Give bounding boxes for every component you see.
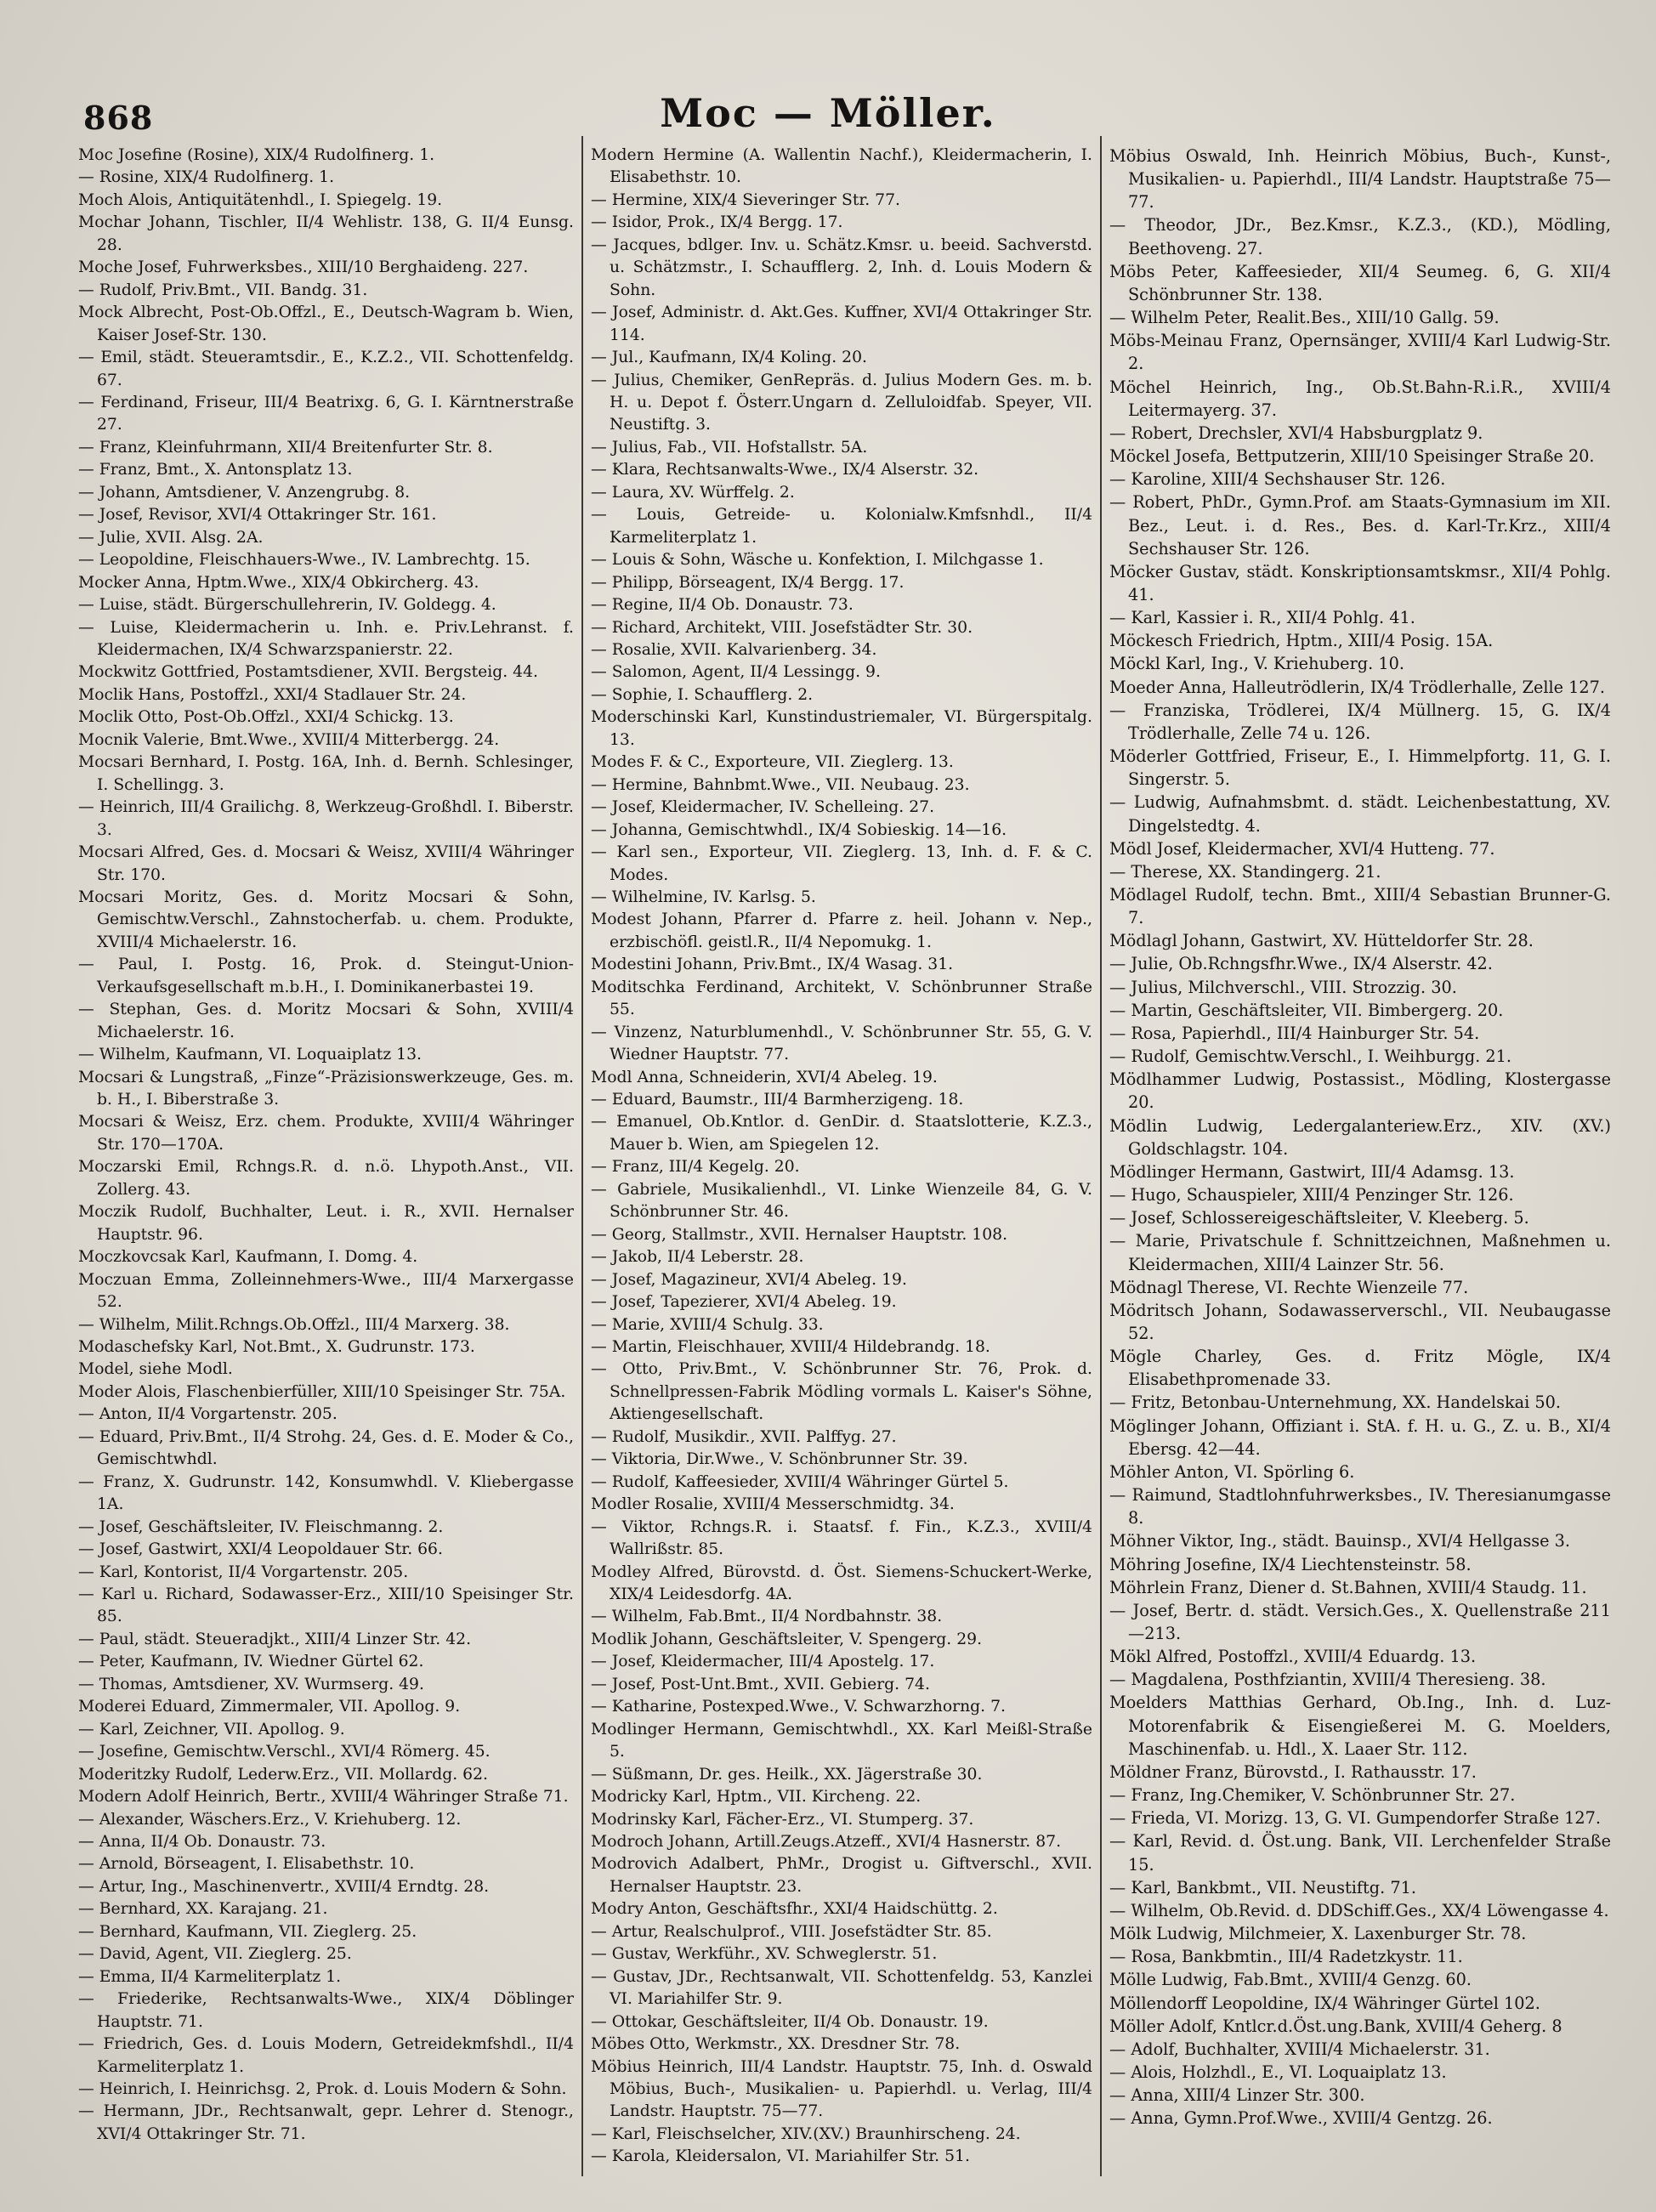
- directory-entry: — Josef, Kleidermacher, III/4 Apostelg. 17.: [591, 1653, 935, 1671]
- directory-entry: — Bernhard, Kaufmann, VII. Zieglerg. 25.: [78, 1922, 417, 1941]
- directory-entry: — Bernhard, XX. Karajang. 21.: [78, 1900, 328, 1919]
- directory-entry: — Theodor, JDr., Bez.Kmsr., K.Z.3., (KD.), Mödling, Beethoveng. 27.: [1109, 215, 1611, 258]
- directory-entry: Modern Hermine (A. Wallentin Nachf.), Kleidermacherin, I. Elisabethstr. 10.: [591, 146, 1092, 187]
- directory-entry: Mödl Josef, Kleidermacher, XVI/4 Hutteng. 77.: [1109, 838, 1495, 859]
- directory-entry: — Frieda, VI. Morizg. 13, G. VI. Gumpendorfer Straße 127.: [1109, 1808, 1601, 1829]
- column-1: [78, 145, 574, 2185]
- directory-entry: — Wilhelm, Kaufmann, VI. Loquaiplatz 13.: [78, 1046, 422, 1064]
- directory-entry: Moczik Rudolf, Buchhalter, Leut. i. R., XVII. Hernalser Hauptstr. 96.: [78, 1203, 574, 1244]
- directory-entry: — Laura, XV. Würffelg. 2.: [591, 483, 795, 502]
- directory-entry: — Philipp, Börseagent, IX/4 Bergg. 17.: [591, 573, 905, 592]
- directory-entry: Modricky Karl, Hptm., VII. Kircheng. 22.: [591, 1788, 922, 1806]
- directory-entry: — Josef, Kleidermacher, IV. Schelleing. 27.: [591, 798, 935, 817]
- directory-entry: — Peter, Kaufmann, IV. Wiedner Gürtel 62.: [78, 1653, 424, 1671]
- directory-entry: Mocnik Valerie, Bmt.Wwe., XVIII/4 Mitterbergg. 24.: [78, 730, 500, 749]
- directory-entry: Moeder Anna, Halleutrödlerin, IX/4 Trödlerhalle, Zelle 127.: [1109, 677, 1606, 697]
- directory-entry: — Marie, Privatschule f. Schnittzeichnen, Maßnehmen u. Kleidermachen, XIII/4 Lainzer Str. 56.: [1109, 1231, 1611, 1274]
- directory-entry: — Wilhelm, Milit.Rchngs.Ob.Offzl., III/4 Marxerg. 38.: [78, 1315, 510, 1334]
- directory-entry: — Ludwig, Aufnahmsbmt. d. städt. Leichenbestattung, XV. Dingelstedtg. 4.: [1109, 792, 1611, 836]
- directory-entry: — Leopoldine, Fleischhauers-Wwe., IV. Lambrechtg. 15.: [78, 551, 530, 570]
- directory-entry: — Salomon, Agent, II/4 Lessingg. 9.: [591, 663, 881, 682]
- directory-entry: Möhrlein Franz, Diener d. St.Bahnen, XVIII/4 Staudg. 11.: [1109, 1577, 1587, 1597]
- directory-entry: — Georg, Stallmstr., XVII. Hernalser Hauptstr. 108.: [591, 1225, 1008, 1244]
- directory-entry: Mochar Johann, Tischler, II/4 Wehlistr. 138, G. II/4 Eunsg. 28.: [78, 213, 574, 254]
- directory-entry: Moclik Hans, Postoffzl., XXI/4 Stadlauer Str. 24.: [78, 685, 467, 704]
- directory-entry: Moderei Eduard, Zimmermaler, VII. Apollog. 9.: [78, 1698, 461, 1716]
- directory-entry: Moderschinski Karl, Kunstindustriemaler, VI. Bürgerspitalg. 13.: [591, 708, 1092, 749]
- directory-entry: — Julie, XVII. Alsg. 2A.: [78, 528, 264, 547]
- directory-entry: Modry Anton, Geschäftsfhr., XXI/4 Haidschüttg. 2.: [591, 1900, 998, 1919]
- directory-entry: — Gabriele, Musikalienhdl., VI. Linke Wienzeile 84, G. V. Schönbrunner Str. 46.: [591, 1180, 1092, 1222]
- directory-entry: — Julius, Fab., VII. Hofstallstr. 5A.: [591, 438, 868, 457]
- directory-entry: Modlinger Hermann, Gemischtwhdl., XX. Karl Meißl-Straße 5.: [591, 1720, 1092, 1761]
- directory-entry: Möglinger Johann, Offiziant i. StA. f. H. u. G., Z. u. B., XI/4 Ebersg. 42—44.: [1109, 1415, 1611, 1459]
- directory-entry: — David, Agent, VII. Zieglerg. 25.: [78, 1945, 352, 1964]
- directory-entry: — Wilhelm, Ob.Revid. d. DDSchiff.Ges., XX/4 Löwengasse 4.: [1109, 1900, 1609, 1920]
- directory-entry: — Louis, Getreide- u. Kolonialw.Kmfsnhdl., II/4 Karmeliterplatz 1.: [591, 506, 1092, 547]
- directory-entry: Modroch Johann, Artill.Zeugs.Atzeff., XVI/4 Hasnerstr. 87.: [591, 1832, 1062, 1851]
- directory-entry: — Rosalie, XVII. Kalvarienberg. 34.: [591, 640, 877, 659]
- directory-entry: — Magdalena, Posthfziantin, XVIII/4 Theresieng. 38.: [1109, 1670, 1546, 1690]
- directory-entry: — Artur, Ing., Maschinenvertr., XVIII/4 Erndtg. 28.: [78, 1877, 490, 1896]
- directory-entry: Möllendorff Leopoldine, IX/4 Währinger Gürtel 102.: [1109, 1993, 1540, 2013]
- directory-entry: — Eduard, Baumstr., III/4 Barmherzigeng. 18.: [591, 1091, 964, 1109]
- directory-entry: — Viktor, Rchngs.R. i. Staatsf. f. Fin., K.Z.3., XVIII/4 Wallrißstr. 85.: [591, 1517, 1092, 1559]
- directory-entry: — Julius, Milchverschl., VIII. Strozzig. 30.: [1109, 977, 1457, 997]
- directory-entry: Mocsari Alfred, Ges. d. Mocsari & Weisz, XVIII/4 Währinger Str. 170.: [78, 843, 574, 884]
- column-rule: [1100, 136, 1102, 2176]
- directory-entry: Modlik Johann, Geschäftsleiter, V. Spengerg. 29.: [591, 1630, 983, 1648]
- page-header: [0, 85, 1656, 145]
- directory-entry: Modern Adolf Heinrich, Bertr., XVIII/4 Währinger Straße 71.: [78, 1788, 569, 1806]
- directory-entry: — Josef, Revisor, XVI/4 Ottakringer Str. 161.: [78, 506, 437, 525]
- directory-entry: — Karola, Kleidersalon, VI. Mariahilfer Str. 51.: [591, 2147, 970, 2166]
- directory-entry: — Katharine, Postexped.Wwe., V. Schwarzhorng. 7.: [591, 1698, 1006, 1716]
- directory-entry: Moczarski Emil, Rchngs.R. d. n.ö. Lhypoth.Anst., VII. Zollerg. 43.: [78, 1158, 574, 1199]
- directory-entry: Mögle Charley, Ges. d. Fritz Mögle, IX/4 Elisabethpromenade 33.: [1109, 1347, 1611, 1390]
- directory-entry: Modrinsky Karl, Fächer-Erz., VI. Stumperg. 37.: [591, 1810, 974, 1829]
- directory-entry: — Hermine, XIX/4 Sieveringer Str. 77.: [591, 190, 901, 209]
- directory-entry: Moclik Otto, Post-Ob.Offzl., XXI/4 Schickg. 13.: [78, 708, 454, 727]
- directory-entry: — Rudolf, Gemischtw.Verschl., I. Weihburgg. 21.: [1109, 1046, 1512, 1067]
- directory-entry: — Franz, III/4 Kegelg. 20.: [591, 1158, 800, 1177]
- directory-entry: — Sophie, I. Schaufflerg. 2.: [591, 685, 814, 704]
- directory-entry: — Regine, II/4 Ob. Donaustr. 73.: [591, 596, 854, 615]
- directory-entry: — Gustav, JDr., Rechtsanwalt, VII. Schottenfeldg. 53, Kanzlei VI. Mariahilfer Str. 9.: [591, 1967, 1092, 2009]
- directory-entry: — Süßmann, Dr. ges. Heilk., XX. Jägerstraße 30.: [591, 1765, 983, 1784]
- directory-entry: — Josef, Bertr. d. städt. Versich.Ges., X. Quellenstraße 211—213.: [1109, 1600, 1611, 1643]
- directory-entry: — Karl, Fleischselcher, XIV.(XV.) Braunhirscheng. 24.: [591, 2124, 1021, 2143]
- directory-entry: Modley Alfred, Bürovstd. d. Öst. Siemens-Schuckert-Werke, XIX/4 Leidesdorfg. 4A.: [591, 1563, 1092, 1603]
- directory-entry: — Karl sen., Exporteur, VII. Zieglerg. 13, Inh. d. F. & C. Modes.: [591, 843, 1092, 884]
- directory-entry: — Johanna, Gemischtwhdl., IX/4 Sobieskig. 14—16.: [591, 820, 1007, 839]
- directory-entry: Mödnagl Therese, VI. Rechte Wienzeile 77.: [1109, 1277, 1469, 1297]
- directory-entry: — Karl, Zeichner, VII. Apollog. 9.: [78, 1720, 345, 1738]
- directory-entry: — Karl, Kontorist, II/4 Vorgartenstr. 205.: [78, 1563, 409, 1581]
- directory-entry: Möbius Oswald, Inh. Heinrich Möbius, Buch-, Kunst-, Musikalien- u. Papierhdl., III/4 Landstr. Hauptstraße 75—77.: [1109, 146, 1611, 213]
- directory-entry: — Robert, PhDr., Gymn.Prof. am Staats-Gymnasium im XII. Bez., Leut. i. d. Res., Bes. d. Karl-Tr.Krz., XIII/4 Sechshauser Str. 126.: [1109, 492, 1611, 559]
- directory-entry: Modaschefsky Karl, Not.Bmt., X. Gudrunstr. 173.: [78, 1338, 475, 1357]
- column-rule: [581, 136, 583, 2176]
- directory-entry: Möller Adolf, Kntlcr.d.Öst.ung.Bank, XVIII/4 Geherg. 8: [1109, 2016, 1562, 2036]
- directory-entry: — Franziska, Trödlerei, IX/4 Müllnerg. 15, G. IX/4 Trödlerhalle, Zelle 74 u. 126.: [1109, 700, 1611, 743]
- directory-entry: — Wilhelm Peter, Realit.Bes., XIII/10 Gallg. 59.: [1109, 308, 1500, 328]
- directory-entry: Mock Albrecht, Post-Ob.Offzl., E., Deutsch-Wagram b. Wien, Kaiser Josef-Str. 130.: [78, 303, 574, 344]
- directory-entry: — Alexander, Wäschers.Erz., V. Kriehuberg. 12.: [78, 1810, 462, 1829]
- directory-entry: Mocsari & Weisz, Erz. chem. Produkte, XVIII/4 Währinger Str. 170—170A.: [78, 1113, 574, 1154]
- column-2: [591, 145, 1092, 2185]
- directory-entry: Mödlin Ludwig, Ledergalanteriew.Erz., XIV. (XV.) Goldschlagstr. 104.: [1109, 1115, 1611, 1159]
- directory-entry: — Jacques, bdlger. Inv. u. Schätz.Kmsr. u. beeid. Sachverstd. u. Schätzmstr., I. Schaufflerg. 2, Inh. d. Louis Modern & Sohn.: [591, 235, 1092, 299]
- directory-entry: Moelders Matthias Gerhard, Ob.Ing., Inh. d. Luz-Motorenfabrik & Eisengießerei M. G. Moelders, Maschinenfab. u. Hdl., X. Laaer Str. 112.: [1109, 1693, 1611, 1759]
- directory-entry: — Paul, städt. Steueradjkt., XIII/4 Linzer Str. 42.: [78, 1630, 472, 1648]
- directory-entry: — Rudolf, Musikdir., XVII. Palffyg. 27.: [591, 1427, 897, 1446]
- directory-entry: — Julius, Chemiker, GenRepräs. d. Julius Modern Ges. m. b. H. u. Depot f. Österr.Ungarn d. Zelluloidfab. Speyer, VII. Neustiftg. 3.: [591, 371, 1092, 434]
- directory-entry: Mödlagl Johann, Gastwirt, XV. Hütteldorfer Str. 28.: [1109, 931, 1534, 951]
- directory-entry: Möbes Otto, Werkmstr., XX. Dresdner Str. 78.: [591, 2035, 961, 2054]
- directory-entry: — Franz, Ing.Chemiker, V. Schönbrunner Str. 27.: [1109, 1785, 1516, 1806]
- directory-entry: — Rosa, Bankbmtin., III/4 Radetzkystr. 11.: [1109, 1947, 1463, 1967]
- directory-entry: — Johann, Amtsdiener, V. Anzengrubg. 8.: [78, 483, 411, 502]
- page-number: 868: [83, 99, 154, 137]
- directory-entry: Moch Alois, Antiquitätenhdl., I. Spiegelg. 19.: [78, 190, 443, 209]
- directory-entry: Mocsari Bernhard, I. Postg. 16A, Inh. d. Bernh. Schlesinger, I. Schellingg. 3.: [78, 753, 574, 794]
- directory-entry: — Anna, Gymn.Prof.Wwe., XVIII/4 Gentzg. 26.: [1109, 2108, 1493, 2129]
- directory-entry: — Friederike, Rechtsanwalts-Wwe., XIX/4 Döblinger Hauptstr. 71.: [78, 1990, 574, 2031]
- directory-entry: — Karl, Bankbmt., VII. Neustiftg. 71.: [1109, 1877, 1416, 1897]
- directory-entry: — Emanuel, Ob.Kntlor. d. GenDir. d. Staatslotterie, K.Z.3., Mauer b. Wien, am Spiegelen 12.: [591, 1113, 1092, 1154]
- directory-entry: Modrovich Adalbert, PhMr., Drogist u. Giftverschl., XVII. Hernalser Hauptstr. 23.: [591, 1855, 1092, 1896]
- directory-entry: — Louis & Sohn, Wäsche u. Konfektion, I. Milchgasse 1.: [591, 551, 1044, 570]
- directory-entry: — Richard, Architekt, VIII. Josefstädter Str. 30.: [591, 618, 973, 637]
- directory-entry: Mödritsch Johann, Sodawasserverschl., VII. Neubaugasse 52.: [1109, 1300, 1611, 1343]
- directory-entry: Modl Anna, Schneiderin, XVI/4 Abeleg. 19.: [591, 1068, 938, 1086]
- directory-entry: Modler Rosalie, XVIII/4 Messerschmidtg. 34.: [591, 1495, 955, 1514]
- directory-entry: — Karl, Revid. d. Öst.ung. Bank, VII. Lerchenfelder Straße 15.: [1109, 1831, 1611, 1875]
- directory-entry: Mölle Ludwig, Fab.Bmt., XVIII/4 Genzg. 60.: [1109, 1970, 1472, 1990]
- directory-entry: — Rudolf, Priv.Bmt., VII. Bandg. 31.: [78, 281, 368, 299]
- directory-entry: — Franz, Bmt., X. Antonsplatz 13.: [78, 461, 353, 479]
- directory-entry: — Emil, städt. Steueramtsdir., E., K.Z.2., VII. Schottenfeldg. 67.: [78, 349, 574, 389]
- directory-entry: — Wilhelmine, IV. Karlsg. 5.: [591, 888, 816, 906]
- directory-entry: Model, siehe Modl.: [78, 1360, 233, 1379]
- directory-entry: — Anna, XIII/4 Linzer Str. 300.: [1109, 2085, 1365, 2106]
- directory-entry: — Heinrich, III/4 Grailichg. 8, Werkzeug-Großhdl. I. Biberstr. 3.: [78, 798, 574, 839]
- directory-entry: Mölk Ludwig, Milchmeier, X. Laxenburger Str. 78.: [1109, 1924, 1527, 1944]
- column-3: [1109, 145, 1611, 2185]
- directory-entry: — Alois, Holzhdl., E., VI. Loquaiplatz 13.: [1109, 2062, 1447, 2082]
- directory-entry: — Ottokar, Geschäftsleiter, II/4 Ob. Donaustr. 19.: [591, 2012, 989, 2031]
- directory-entry: — Eduard, Priv.Bmt., II/4 Strohg. 24, Ges. d. E. Moder & Co., Gemischtwhdl.: [78, 1427, 574, 1469]
- directory-entry: Mödlinger Hermann, Gastwirt, III/4 Adamsg. 13.: [1109, 1161, 1515, 1182]
- directory-entry: — Josef, Schlossereigeschäftsleiter, V. Kleeberg. 5.: [1109, 1208, 1529, 1228]
- directory-entry: Möckl Karl, Ing., V. Kriehuberg. 10.: [1109, 654, 1404, 674]
- directory-entry: Modestini Johann, Priv.Bmt., IX/4 Wasag. 31.: [591, 956, 954, 974]
- directory-entry: — Klara, Rechtsanwalts-Wwe., IX/4 Alserstr. 32.: [591, 461, 979, 479]
- directory-entry: — Anton, II/4 Vorgartenstr. 205.: [78, 1405, 337, 1424]
- directory-entry: — Marie, XVIII/4 Schulg. 33.: [591, 1315, 824, 1334]
- directory-entry: — Karoline, XIII/4 Sechshauser Str. 126.: [1109, 469, 1446, 490]
- directory-entry: — Artur, Realschulprof., VIII. Josefstädter Str. 85.: [591, 1922, 992, 1941]
- directory-entry: — Karl, Kassier i. R., XII/4 Pohlg. 41.: [1109, 608, 1415, 628]
- directory-entry: Moche Josef, Fuhrwerksbes., XIII/10 Berghaideng. 227.: [78, 258, 529, 277]
- directory-entry: — Jakob, II/4 Leberstr. 28.: [591, 1248, 804, 1267]
- directory-entry: Möbs Peter, Kaffeesieder, XII/4 Seumeg. 6, G. XII/4 Schönbrunner Str. 138.: [1109, 261, 1611, 304]
- directory-entry: Möderler Gottfried, Friseur, E., I. Himmelpfortg. 11, G. I. Singerstr. 5.: [1109, 746, 1611, 790]
- directory-entry: — Josef, Post-Unt.Bmt., XVII. Gebierg. 74.: [591, 1675, 930, 1693]
- directory-entry: Moc Josefine (Rosine), XIX/4 Rudolfinerg. 1.: [78, 146, 435, 164]
- directory-entry: — Wilhelm, Fab.Bmt., II/4 Nordbahnstr. 38.: [591, 1608, 943, 1626]
- directory-entry: — Raimund, Stadtlohnfuhrwerksbes., IV. Theresianumgasse 8.: [1109, 1485, 1611, 1529]
- directory-entry: — Franz, Kleinfuhrmann, XII/4 Breitenfurter Str. 8.: [78, 438, 493, 457]
- directory-entry: — Karl u. Richard, Sodawasser-Erz., XIII/10 Speisinger Str. 85.: [78, 1585, 574, 1626]
- directory-entry: — Arnold, Börseagent, I. Elisabethstr. 10.: [78, 1855, 415, 1874]
- directory-entry: Mödlagel Rudolf, techn. Bmt., XIII/4 Sebastian Brunner-G. 7.: [1109, 885, 1611, 928]
- directory-entry: — Rosine, XIX/4 Rudolfinerg. 1.: [78, 168, 335, 187]
- directory-entry: — Gustav, Werkführ., XV. Schweglerstr. 51.: [591, 1945, 938, 1964]
- directory-entry: — Stephan, Ges. d. Moritz Mocsari & Sohn, XVIII/4 Michaelerstr. 16.: [78, 1001, 574, 1041]
- directory-entry: Mökl Alfred, Postoffzl., XVIII/4 Eduardg. 13.: [1109, 1647, 1477, 1667]
- directory-entry: Möchel Heinrich, Ing., Ob.St.Bahn-R.i.R., XVIII/4 Leitermayerg. 37.: [1109, 377, 1611, 420]
- directory-entry: Mocker Anna, Hptm.Wwe., XIX/4 Obkircherg. 43.: [78, 573, 479, 592]
- directory-entry: — Julie, Ob.Rchngsfhr.Wwe., IX/4 Alserstr. 42.: [1109, 954, 1493, 974]
- directory-entry: — Vinzenz, Naturblumenhdl., V. Schönbrunner Str. 55, G. V. Wiedner Hauptstr. 77.: [591, 1023, 1092, 1064]
- directory-entry: Moderitzky Rudolf, Lederw.Erz., VII. Mollardg. 62.: [78, 1765, 488, 1784]
- directory-entry: — Rudolf, Kaffeesieder, XVIII/4 Währinger Gürtel 5.: [591, 1472, 1009, 1491]
- directory-entry: Möckesch Friedrich, Hptm., XIII/4 Posig. 15A.: [1109, 631, 1494, 651]
- directory-entry: Möckel Josefa, Bettputzerin, XIII/10 Speisinger Straße 20.: [1109, 446, 1595, 467]
- directory-entry: — Luise, städt. Bürgerschullehrerin, IV. Goldegg. 4.: [78, 596, 496, 615]
- directory-entry: Möldner Franz, Bürovstd., I. Rathausstr. 17.: [1109, 1761, 1477, 1782]
- directory-entry: — Hermann, JDr., Rechtsanwalt, gepr. Lehrer d. Stenogr., XVI/4 Ottakringer Str. 71.: [78, 2102, 574, 2143]
- directory-entry: — Josefine, Gemischtw.Verschl., XVI/4 Römerg. 45.: [78, 1743, 491, 1761]
- directory-entry: — Isidor, Prok., IX/4 Bergg. 17.: [591, 213, 843, 232]
- directory-entry: — Hermine, Bahnbmt.Wwe., VII. Neubaug. 23.: [591, 775, 970, 794]
- directory-entry: Möcker Gustav, städt. Konskriptionsamtskmsr., XII/4 Pohlg. 41.: [1109, 561, 1611, 604]
- directory-entry: — Luise, Kleidermacherin u. Inh. e. Priv.Lehranst. f. Kleidermachen, IX/4 Schwarzspanierstr. 22.: [78, 618, 574, 659]
- directory-entry: — Otto, Priv.Bmt., V. Schönbrunner Str. 76, Prok. d. Schnellpressen-Fabrik Mödling vormals L. Kaiser's Söhne, Aktiengesellschaft.: [591, 1360, 1092, 1424]
- directory-entry: Mocsari & Lungstraß, „Finze“-Präzisionswerkzeuge, Ges. m. b. H., I. Biberstraße 3.: [78, 1068, 574, 1109]
- directory-entry: Mödlhammer Ludwig, Postassist., Mödling, Klostergasse 20.: [1109, 1069, 1611, 1113]
- directory-entry: — Heinrich, I. Heinrichsg. 2, Prok. d. Louis Modern & Sohn.: [78, 2079, 567, 2098]
- directory-entry: — Ferdinand, Friseur, III/4 Beatrixg. 6, G. I. Kärntnerstraße 27.: [78, 393, 574, 434]
- directory-entry: Modes F. & C., Exporteure, VII. Zieglerg. 13.: [591, 753, 954, 772]
- directory-entry: Moczuan Emma, Zolleinnehmers-Wwe., III/4 Marxergasse 52.: [78, 1270, 574, 1312]
- directory-entry: — Robert, Drechsler, XVI/4 Habsburgplatz 9.: [1109, 423, 1483, 443]
- directory-entry: — Martin, Geschäftsleiter, VII. Bimbergerg. 20.: [1109, 1000, 1504, 1020]
- directory-entry: — Jul., Kaufmann, IX/4 Koling. 20.: [591, 349, 867, 367]
- directory-entry: Moczkovcsak Karl, Kaufmann, I. Domg. 4.: [78, 1248, 418, 1267]
- directory-entry: Mockwitz Gottfried, Postamtsdiener, XVII. Bergsteig. 44.: [78, 663, 538, 682]
- directory-entry: Moditschka Ferdinand, Architekt, V. Schönbrunner Straße 55.: [591, 978, 1092, 1019]
- directory-entry: Moder Alois, Flaschenbierfüller, XIII/10 Speisinger Str. 75A.: [78, 1382, 566, 1401]
- directory-entry: Möhner Viktor, Ing., städt. Bauinsp., XVI/4 Hellgasse 3.: [1109, 1531, 1571, 1551]
- directory-entry: — Josef, Gastwirt, XXI/4 Leopoldauer Str. 66.: [78, 1540, 443, 1559]
- directory-entry: — Josef, Magazineur, XVI/4 Abeleg. 19.: [591, 1270, 907, 1289]
- directory-entry: — Anna, II/4 Ob. Donaustr. 73.: [78, 1832, 326, 1851]
- directory-entry: Möhler Anton, VI. Spörling 6.: [1109, 1461, 1355, 1482]
- directory-entry: — Paul, I. Postg. 16, Prok. d. Steingut-Union-Verkaufsgesellschaft m.b.H., I. Dominikanerbastei 19.: [78, 956, 574, 996]
- directory-entry: — Friedrich, Ges. d. Louis Modern, Getreidekmfshdl., II/4 Karmeliterplatz 1.: [78, 2035, 574, 2076]
- directory-entry: Modest Johann, Pfarrer d. Pfarre z. heil. Johann v. Nep., erzbischöfl. geistl.R., II/4 Nepomukg. 1.: [591, 910, 1092, 951]
- directory-entry: — Martin, Fleischhauer, XVIII/4 Hildebrandg. 18.: [591, 1338, 990, 1357]
- directory-entry: — Adolf, Buchhalter, XVIII/4 Michaelerstr. 31.: [1109, 2039, 1490, 2059]
- directory-entry: Möbius Heinrich, III/4 Landstr. Hauptstr. 75, Inh. d. Oswald Möbius, Buch-, Musikalien- u. Papierhdl. u. Verlag, III/4 Landstr. Hauptstr. 75—77.: [591, 2057, 1092, 2121]
- directory-entry: — Emma, II/4 Karmeliterplatz 1.: [78, 1967, 342, 1986]
- directory-entry: — Thomas, Amtsdiener, XV. Wurmserg. 49.: [78, 1675, 424, 1693]
- directory-entry: — Josef, Tapezierer, XVI/4 Abeleg. 19.: [591, 1293, 897, 1312]
- running-head: Moc — Möller.: [660, 90, 996, 136]
- directory-entry: Mocsari Moritz, Ges. d. Moritz Mocsari & Sohn, Gemischtw.Verschl., Zahnstocherfab. u. chem. Produkte, XVIII/4 Michaelerstr. 16.: [78, 888, 574, 951]
- directory-entry: — Rosa, Papierhdl., III/4 Hainburger Str. 54.: [1109, 1023, 1480, 1043]
- directory-entry: — Josef, Geschäftsleiter, IV. Fleischmanng. 2.: [78, 1517, 444, 1536]
- directory-entry: — Fritz, Betonbau-Unternehmung, XX. Handelskai 50.: [1109, 1392, 1562, 1413]
- directory-entry: Möhring Josefine, IX/4 Liechtensteinstr. 58.: [1109, 1554, 1472, 1574]
- directory-entry: — Josef, Administr. d. Akt.Ges. Kuffner, XVI/4 Ottakringer Str. 114.: [591, 303, 1092, 344]
- directory-entry: Möbs-Meinau Franz, Opernsänger, XVIII/4 Karl Ludwig-Str. 2.: [1109, 331, 1611, 374]
- directory-entry: — Viktoria, Dir.Wwe., V. Schönbrunner Str. 39.: [591, 1450, 968, 1469]
- directory-entry: — Hugo, Schauspieler, XIII/4 Penzinger Str. 126.: [1109, 1185, 1514, 1205]
- directory-entry: — Franz, X. Gudrunstr. 142, Konsumwhdl. V. Kliebergasse 1A.: [78, 1472, 574, 1514]
- directory-entry: — Therese, XX. Standingerg. 21.: [1109, 861, 1381, 882]
